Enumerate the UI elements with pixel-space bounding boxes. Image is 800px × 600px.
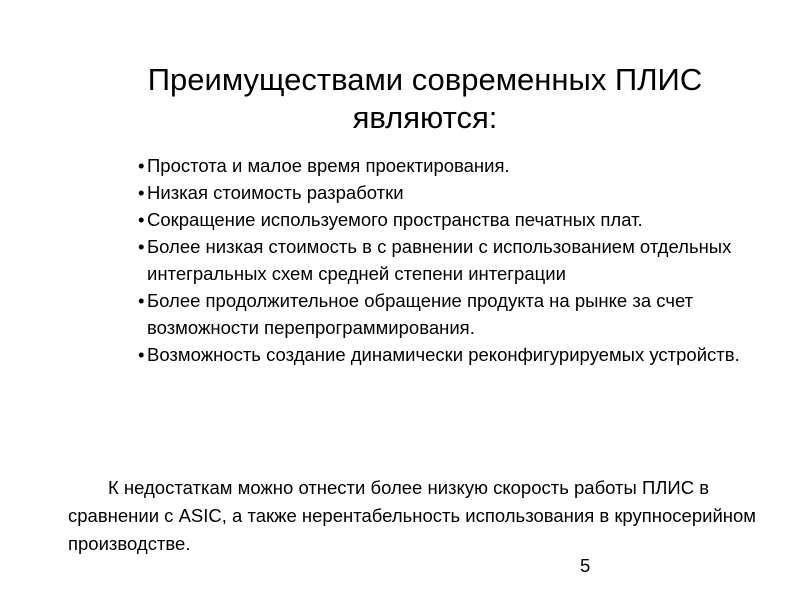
list-item <box>138 152 778 179</box>
list-item <box>138 341 778 368</box>
disadvantages-note: К недостаткам можно отнести более низкую скорость работы ПЛИС в сравнении с ASIC, а также нерентабельность использования в крупносерийном производстве. <box>68 477 757 554</box>
list-item-text: Простота и малое время проектирования. <box>147 155 510 176</box>
slide-title-line-1: Преимуществами современных ПЛИС <box>147 61 703 97</box>
list-item-text: Возможность создание динамически реконфигурируемых устройств. <box>147 344 740 365</box>
advantages-list <box>138 152 778 368</box>
list-item <box>138 287 778 341</box>
bullet-marker: • <box>138 209 145 230</box>
bullet-marker: • <box>138 344 145 365</box>
bullet-marker: • <box>138 155 145 176</box>
bullet-marker: • <box>138 236 145 257</box>
list-item-text: Более продолжительное обращение продукта на рынке за счет возможности перепрограммирования. <box>147 290 694 338</box>
list-item-text: Сокращение используемого пространства печатных плат. <box>147 209 643 230</box>
page-number: 5 <box>580 555 591 576</box>
bullet-marker: • <box>138 290 145 311</box>
list-item-text: Более низкая стоимость в с равнении с использованием отдельных интегральных схем средней степени интеграции <box>147 236 732 284</box>
list-item <box>138 233 778 287</box>
slide-title <box>100 61 750 137</box>
list-item-text: Низкая стоимость разработки <box>147 182 404 203</box>
list-item <box>138 179 778 206</box>
bullet-marker: • <box>138 182 145 203</box>
list-item <box>138 206 778 233</box>
slide-title-line-2: являются: <box>352 99 498 135</box>
